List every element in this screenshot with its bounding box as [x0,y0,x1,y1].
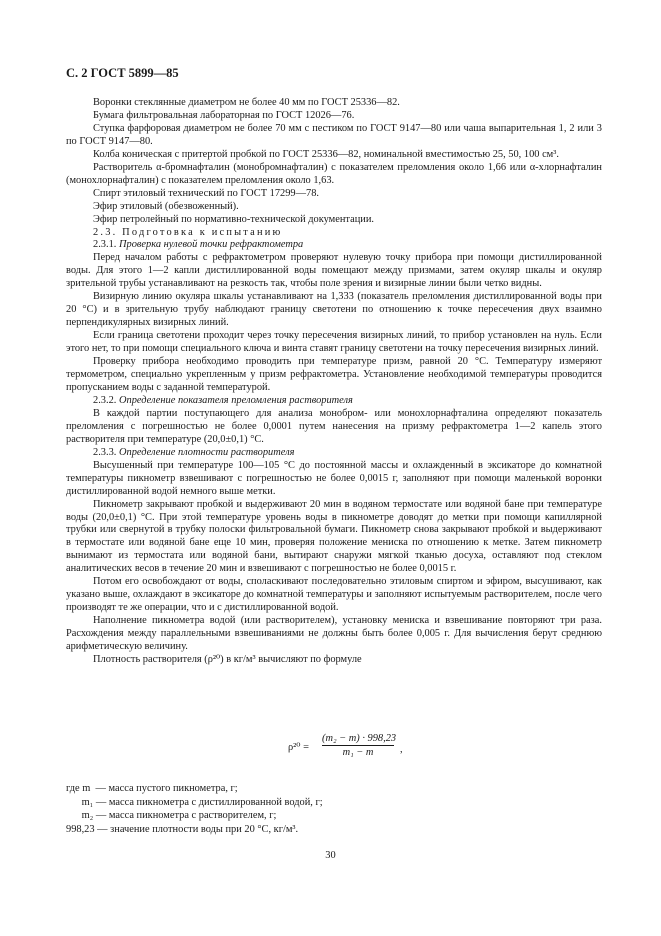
legend-line: m₂ — масса пикнометра с растворителем, г; [66,810,277,821]
formula-legend [66,782,566,836]
subsection-number: 2.3.2. [93,394,117,406]
subsection-heading [66,395,602,408]
paragraph: Пикнометр закрывают пробкой и выдерживают 20 мин в водяном термостате или водяной бане при температуре воды (20,0±0,1) °С. При этой температуре уровень воды в пикнометре доводят до метки при помощи капиллярной трубки или свернутой в трубку полоски фильтровальной бумаги. Пикнометр снова закрывают пробкой и выдерживают в термостате или водяной бане еще 10 мин, проверяя положение мениска по отношению к метке. Затем пикнометр вынимают из термостата или водяной бани, вытирают снаружи мягкой тканью досуха, оставляют под стеклом аналитических весов в течение 20 мин и взвешивают с погрешностью не более 0,0015 г. [66,498,602,575]
section-heading: 2.3. Подготовка к испытанию [93,226,283,238]
subsection-heading [66,239,602,252]
legend-line: где m — масса пустого пикнометра, г; [66,783,238,794]
paragraph: Растворитель α-бромнафталин (монобромнафталин) с показателем преломления около 1,66 или α-хлорнафталин (монохлорнафталин) с показателем преломления около 1,63. [66,161,602,186]
subsection-title: Определение плотности растворителя [119,446,295,458]
paragraph: Потом его освобождают от воды, споласкивают последовательно этиловым спиртом и эфиром, высушивают, как указано выше, охлаждают в эксикаторе до комнатной температуры и заполняют испытуемым растворителем, после чего производят те же операции, что и с дистиллированной водой. [66,576,602,614]
paragraph: Проверку прибора необходимо проводить при температуре призм, равной 20 °С. Температуру измеряют термометром, специально укрепленным у призм рефрактометра. Установление необходимой температуры проводится пропусканием воды с заданной температурой. [66,356,602,393]
paragraph: Воронки стеклянные диаметром не более 40 мм по ГОСТ 25336—82. [93,97,400,108]
paragraph: В каждой партии поступающего для анализа монобром- или монохлорнафталина определяют показатель преломления с погрешностью не более 0,0001 путем нанесения на призму рефрактометра 1—2 капель этого растворителя при температуре (20,0±0,1) °С. [66,407,602,445]
formula-fraction [322,733,397,758]
legend-line: 998,23 — значение плотности воды при 20 °С, кг/м³. [66,823,299,835]
paragraph: Колба коническая с притертой пробкой по ГОСТ 25336—82, номинальной вместимостью 25, 50, 100 см³. [93,148,559,160]
paragraph: Высушенный при температуре 100—105 °С до постоянной массы и охлажденный в эксикаторе до комнатной температуры пикнометр взвешивают с погрешностью не более 0,0015 г, заполняют при помощи маленькой воронки дистиллированной водой немного выше метки. [66,459,602,497]
paragraph: Эфир этиловый (обезвоженный). [93,200,239,212]
paragraph: Бумага фильтровальная лабораторная по ГОСТ 12026—76. [93,109,355,121]
page-number: 30 [325,850,336,861]
document-body [66,97,602,667]
subsection-heading [66,447,602,460]
formula-denominator: m₁ − m [342,747,374,758]
formula-lhs: ρ²⁰ = [288,742,309,753]
subsection-title: Проверка нулевой точки рефрактометра [119,239,304,251]
paragraph: Ступка фарфоровая диаметром не более 70 мм с пестиком по ГОСТ 9147—80 или чаша выпарительная 1, 2 или 3 по ГОСТ 9147—80. [66,122,602,147]
paragraph: Наполнение пикнометра водой (или растворителем), установку мениска и взвешивание повторяют три раза. Расхождения между параллельными взвешиваниями не должны быть более 0,005 г. Для вычисления берут среднюю арифметическую величину. [66,615,602,653]
subsection-number: 2.3.3. [93,446,117,458]
paragraph: Плотность растворителя (ρ²⁰) в кг/м³ вычисляют по формуле [93,653,362,665]
legend-line: m₁ — масса пикнометра с дистиллированной водой, г; [66,796,323,808]
subsection-number: 2.3.1. [93,239,117,251]
paragraph: Если граница светотени проходит через точку пересечения визирных линий, то прибор установлен на нуль. Если этого нет, то при помощи специального ключа и винта ставят границу светотени на точку пересечения визирных линий. [66,330,602,355]
paragraph: Визирную линию окуляра шкалы устанавливают на 1,333 (показатель преломления дистиллированной воды при 20 °С) и в зрительную трубу наблюдают границу светотени по отношению к точке пересечения двух взаимно перпендикулярных визирных линий. [66,291,602,329]
formula-comma: , [400,744,403,755]
page-header: С. 2 ГОСТ 5899—85 [66,66,179,80]
subsection-title: Определение показателя преломления растворителя [119,394,353,406]
formula-numerator: (m₂ − m) · 998,23 [322,733,397,744]
paragraph: Перед началом работы с рефрактометром проверяют нулевую точку прибора при помощи дистиллированной воды. Для этого 1—2 капли дистиллированной воды помещают между призмами, затем окуляр шкалы и окуляр зрительной трубы устанавливают на резкость так, чтобы поле зрения и визирные линии были четко видны. [66,252,602,290]
paragraph: Эфир петролейный по нормативно-технической документации. [93,213,374,225]
paragraph: Спирт этиловый технический по ГОСТ 17299—78. [93,187,320,199]
